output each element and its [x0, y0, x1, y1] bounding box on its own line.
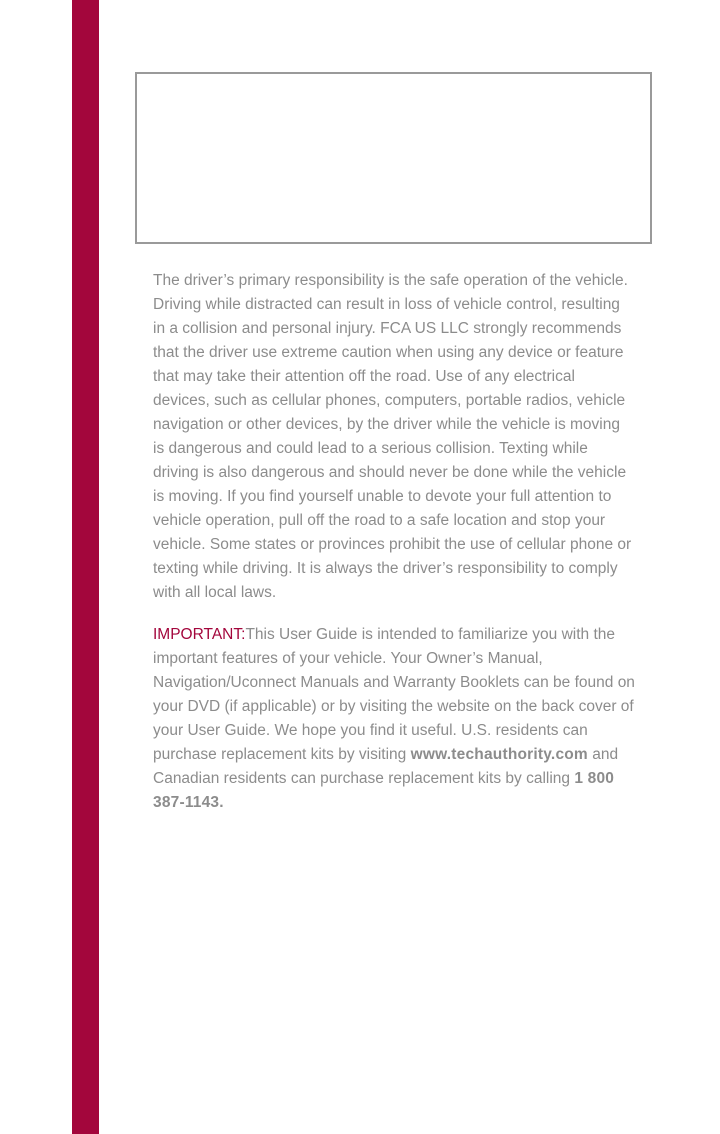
empty-notice-box [135, 72, 652, 244]
main-text [153, 269, 635, 815]
warning-paragraph: The driver’s primary responsibility is the safe operation of the vehicle. Driving while distracted can result in loss of vehicle control, resulting in a collision and personal injury. FCA US LLC strongly recommends that the driver use extreme caution when using any device or feature that may take their attention off the road. Use of any electrical devices, such as cellular phones, computers, portable radios, vehicle navigation or other devices, by the driver while the vehicle is moving is dangerous and could lead to a serious collision. Texting while driving is also dangerous and should never be done while the vehicle is moving. If you find yourself unable to devote your full attention to vehicle operation, pull off the road to a safe location and stop your vehicle. Some states or provinces prohibit the use of cellular phone or texting while driving. It is always the driver’s responsibility to comply with all local laws. [153, 272, 632, 601]
important-text-1: This User Guide is intended to familiarize you with the important features of your vehicle. Your Owner’s Manual, Navigation/Uconnect Manuals and Warranty Booklets can be found on your DVD (if applicable) or by visiting the website on the back cover of your User Guide. We hope you find it useful. U.S. residents can purchase replacement kits by visiting [153, 626, 635, 763]
left-accent-bar [72, 0, 99, 1134]
website-link[interactable]: www.techauthority.com [410, 746, 588, 763]
phone-number: 1 800 387-1143. [153, 770, 615, 811]
important-text-2: and Canadian residents can purchase replacement kits by calling [153, 746, 619, 787]
important-paragraph [153, 623, 635, 815]
important-label: IMPORTANT: [153, 626, 246, 643]
